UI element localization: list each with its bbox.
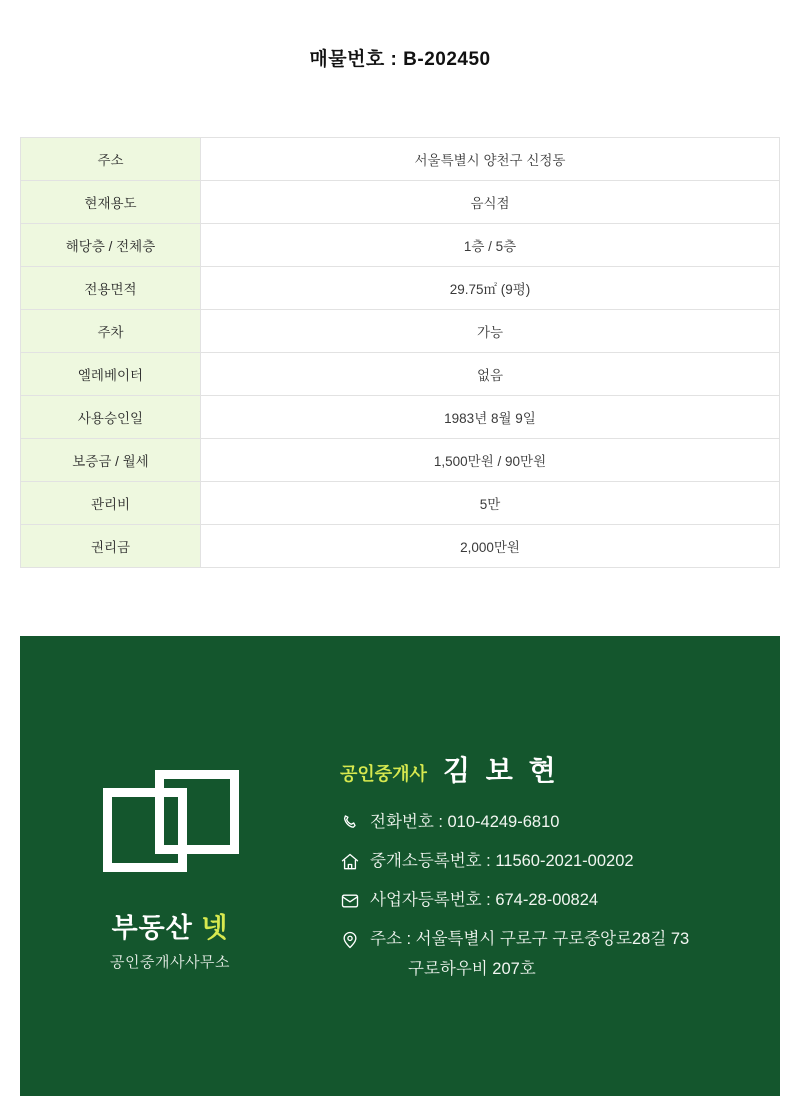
agency-details-block [320,737,780,996]
contact-address-line [340,928,760,981]
contact-business-line [340,889,760,913]
brand-name-accent: 넷 [201,913,229,944]
table-row [21,482,780,525]
property-spec-table [20,137,780,568]
row-value: 없음 [201,353,780,396]
brand-squares-logo-icon [103,770,238,888]
row-value: 1983년 8월 9일 [201,396,780,439]
row-label: 주소 [21,138,201,181]
row-label: 주차 [21,310,201,353]
table-row [21,525,780,568]
brand-subtitle: 공인중개사사무소 [110,953,230,971]
table-row [21,353,780,396]
table-row [21,224,780,267]
pin-icon [340,928,370,952]
table-row [21,267,780,310]
row-label: 보증금 / 월세 [21,439,201,482]
contact-business-text: 사업자등록번호 : 674-28-00824 [370,890,599,909]
row-label: 현재용도 [21,181,201,224]
row-value: 1,500만원 / 90만원 [201,439,780,482]
row-value: 2,000만원 [201,525,780,568]
row-value: 가능 [201,310,780,353]
logo-square-back [103,788,187,872]
table-row [21,138,780,181]
property-spec-section [20,137,780,568]
row-label: 전용면적 [21,267,201,310]
row-value: 29.75㎡ (9평) [201,267,780,310]
row-value: 음식점 [201,181,780,224]
table-row [21,310,780,353]
agent-row [340,749,760,789]
table-row [21,439,780,482]
agency-contact-card [20,636,780,1096]
agent-role-label: 공인중개사 [340,763,427,784]
table-row [21,396,780,439]
row-label: 관리비 [21,482,201,525]
contact-phone-line [340,811,760,835]
contact-phone-text: 전화번호 : 010-4249-6810 [370,812,560,831]
contact-registration-text: 중개소등록번호 : 11560-2021-00202 [370,851,634,870]
row-label: 사용승인일 [21,396,201,439]
home-icon [340,850,370,874]
brand-name-main: 부동산 [111,913,202,944]
agent-name: 김 보 현 [442,754,560,786]
agency-logo-block [20,760,320,972]
brand-name [112,914,229,944]
row-value: 5만 [201,482,780,525]
card-icon [340,889,370,913]
row-label: 해당층 / 전체층 [21,224,201,267]
contact-address-text-wrap [370,928,689,981]
contact-address-text-line2: 구로하우비 207호 [408,960,536,978]
phone-icon [340,811,370,835]
row-value: 서울특별시 양천구 신정동 [201,138,780,181]
contact-registration-line [340,850,760,874]
table-row [21,181,780,224]
page-title: 매물번호 : B-202450 [309,49,491,70]
row-value: 1층 / 5층 [201,224,780,267]
table-body [21,138,780,568]
contact-address-text: 주소 : 서울특별시 구로구 구로중앙로28길 73 [370,929,690,948]
row-label: 엘레베이터 [21,353,201,396]
row-label: 권리금 [21,525,201,568]
